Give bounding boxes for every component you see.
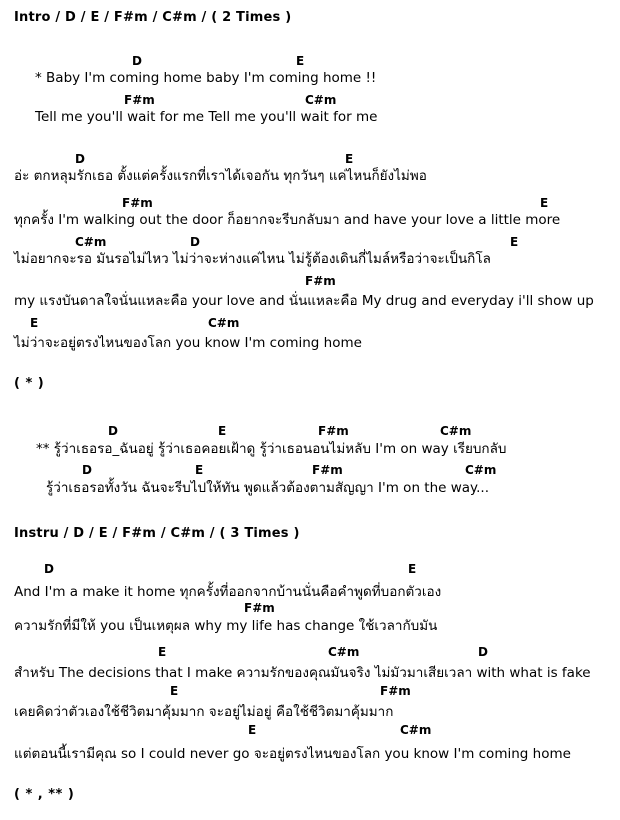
- chord-label: D: [82, 463, 92, 477]
- chord-label: F#m: [312, 463, 343, 477]
- chord-label: C#m: [440, 424, 472, 438]
- lyric-line: my แรงบันดาลใจนั่นแหละคือ your love and นั่นแหละคือ My drug and everyday i'll show up: [14, 293, 594, 309]
- chord-row: [0, 235, 620, 250]
- chord-label: E: [170, 684, 179, 698]
- lyric-line: อ่ะ ตกหลุมรักเธอ ตั้งแต่ครั้งแรกที่เราได้เจอกัน ทุกวันๆ แค่ไหนก็ยังไม่พอ: [14, 168, 427, 184]
- chord-label: D: [108, 424, 118, 438]
- chord-label: F#m: [305, 274, 336, 288]
- lyric-line: แต่ตอนนี้เรามีคุณ so I could never go จะอยู่ตรงไหนของโลก you know I'm coming home: [14, 746, 571, 762]
- repeat-marker: ( * , ** ): [14, 787, 75, 802]
- chord-row: [0, 316, 620, 331]
- chord-row: [0, 54, 620, 69]
- chord-row: [0, 562, 620, 577]
- section-header: Instru / D / E / F#m / C#m / ( 3 Times ): [14, 526, 300, 541]
- lyric-line: Tell me you'll wait for me Tell me you'll wait for me: [35, 109, 378, 125]
- lyric-line: ทุกครั้ง I'm walking out the door ก็อยากจะรีบกลับมา and have your love a little more: [14, 212, 561, 228]
- chord-label: E: [345, 152, 354, 166]
- chord-label: E: [510, 235, 519, 249]
- chord-row: [0, 601, 620, 616]
- chord-label: E: [408, 562, 417, 576]
- chord-label: E: [158, 645, 167, 659]
- lyric-line: * Baby I'm coming home baby I'm coming home !!: [35, 70, 377, 86]
- chord-label: E: [540, 196, 549, 210]
- chord-row: [0, 645, 620, 660]
- chord-label: E: [296, 54, 305, 68]
- chord-row: [0, 93, 620, 108]
- repeat-marker: ( * ): [14, 376, 45, 391]
- chord-label: F#m: [318, 424, 349, 438]
- chord-label: E: [248, 723, 257, 737]
- lyric-line: And I'm a make it home ทุกครั้งที่ออกจากบ้านนั่นคือคำพูดที่บอกตัวเอง: [14, 584, 442, 600]
- chord-label: C#m: [305, 93, 337, 107]
- chord-label: D: [132, 54, 142, 68]
- chord-row: [0, 152, 620, 167]
- chord-label: E: [195, 463, 204, 477]
- chord-label: C#m: [400, 723, 432, 737]
- chord-label: D: [190, 235, 200, 249]
- chord-row: [0, 274, 620, 289]
- chord-label: F#m: [380, 684, 411, 698]
- chord-label: E: [30, 316, 39, 330]
- chord-row: [0, 463, 620, 478]
- chord-row: [0, 424, 620, 439]
- chord-row: [0, 196, 620, 211]
- chord-label: F#m: [122, 196, 153, 210]
- chord-label: D: [44, 562, 54, 576]
- chord-label: F#m: [244, 601, 275, 615]
- chord-label: C#m: [75, 235, 107, 249]
- lyric-line: ** รู้ว่าเธอรอ_ฉันอยู่ รู้ว่าเธอคอยเฝ้าดู รู้ว่าเธอนอนไม่หลับ I'm on way เรียบกลับ: [36, 441, 507, 457]
- lyric-line: เคยคิดว่าตัวเองใช้ชีวิตมาคุ้มมาก จะอยู่ไม่อยู่ คือใช้ชีวิตมาคุ้มมาก: [14, 704, 394, 720]
- chord-label: D: [478, 645, 488, 659]
- chord-label: C#m: [465, 463, 497, 477]
- lyric-line: ความรักที่มีให้ you เป็นเหตุผล why my life has change ใช้เวลากับมัน: [14, 618, 438, 634]
- chord-label: C#m: [208, 316, 240, 330]
- lyric-line: ไม่อยากจะรอ มันรอไม่ไหว ไม่ว่าจะห่างแค่ไหน ไม่รู้ต้องเดินกี่ไมล์หรือว่าจะเป็นกิโล: [14, 251, 491, 267]
- chord-label: F#m: [124, 93, 155, 107]
- lyric-line: ไม่ว่าจะอยู่ตรงไหนของโลก you know I'm coming home: [14, 335, 362, 351]
- chord-label: D: [75, 152, 85, 166]
- chord-label: E: [218, 424, 227, 438]
- chord-row: [0, 684, 620, 699]
- lyric-line: สำหรับ The decisions that I make ความรักของคุณมันจริง ไม่มัวมาเสียเวลา with what is fake: [14, 665, 591, 681]
- section-header: Intro / D / E / F#m / C#m / ( 2 Times ): [14, 10, 292, 25]
- chord-label: C#m: [328, 645, 360, 659]
- lyric-line: รู้ว่าเธอรอทั้งวัน ฉันจะรีบไปให้ทัน พูดแล้วต้องตามสัญญา I'm on the way...: [46, 480, 489, 496]
- chord-row: [0, 723, 620, 738]
